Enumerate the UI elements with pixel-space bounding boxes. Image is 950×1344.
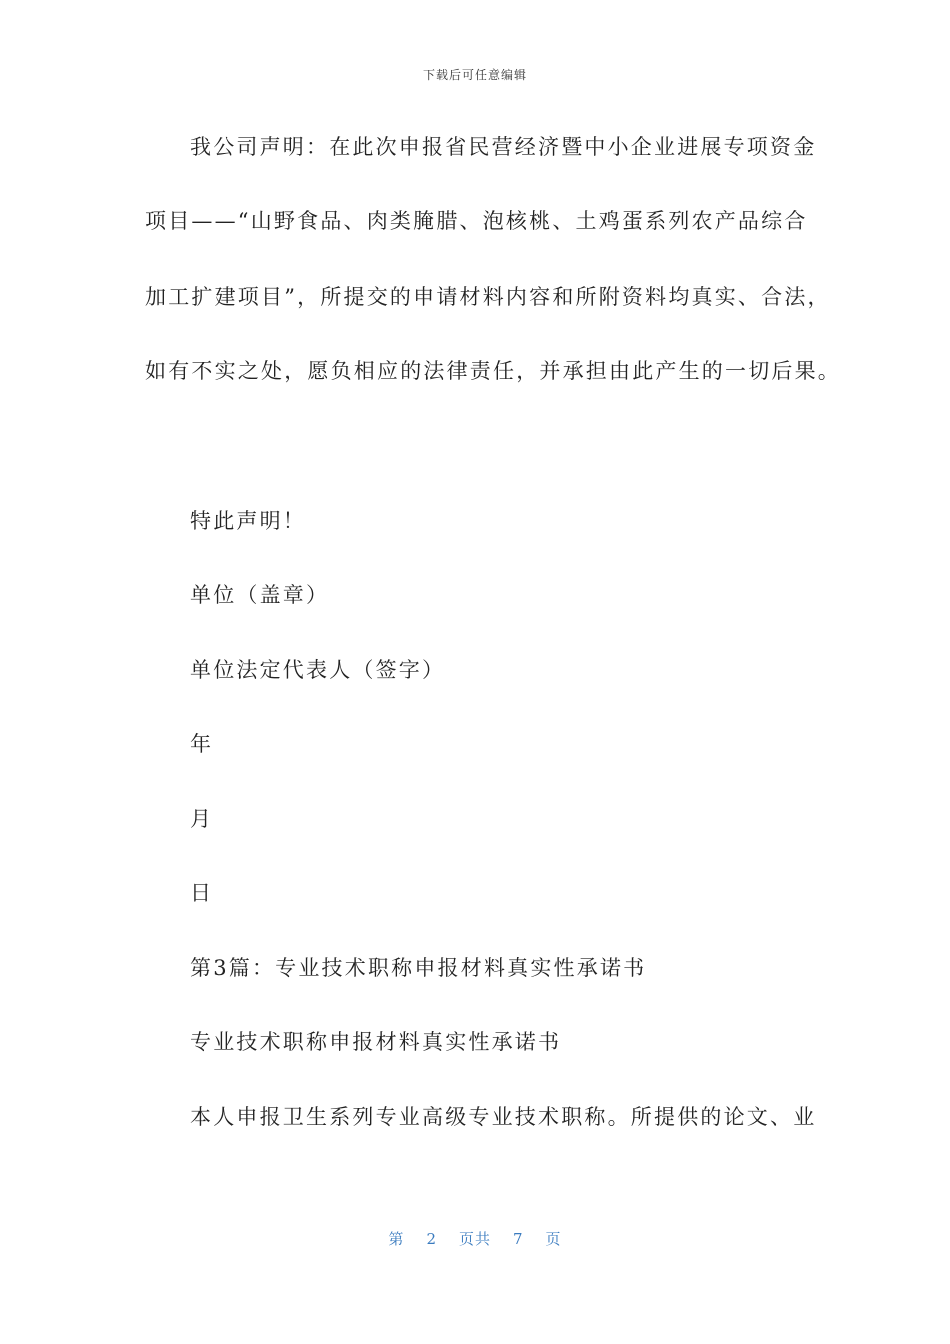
declaration-line-3: 加工扩建项目”，所提交的申请材料内容和所附资料均真实、合法，: [145, 285, 831, 309]
section-body-line-1: 本人申报卫生系列专业高级专业技术职称。所提供的论文、业: [190, 1105, 817, 1129]
unit-seal-label: 单位（盖章）: [190, 583, 330, 607]
day-label: 日: [190, 881, 214, 905]
declaration-line-2: 项目——“山野食品、肉类腌腊、泡核桃、土鸡蛋系列农产品综合: [145, 209, 808, 233]
year-label: 年: [190, 732, 214, 756]
section-heading: 第3篇：专业技术职称申报材料真实性承诺书: [190, 956, 647, 980]
legal-rep-signature-label: 单位法定代表人（签字）: [190, 658, 446, 682]
page-suffix: 页: [545, 1230, 562, 1248]
page-current-number: 2: [426, 1230, 437, 1248]
page-middle-text: 页共: [458, 1230, 491, 1248]
section-title: 专业技术职称申报材料真实性承诺书: [190, 1030, 562, 1054]
declaration-line-4: 如有不实之处，愿负相应的法律责任，并承担由此产生的一切后果。: [145, 359, 841, 383]
page-total-number: 7: [513, 1230, 524, 1248]
month-label: 月: [190, 807, 214, 831]
statement-text: 特此声明！: [190, 509, 306, 533]
page-footer: [0, 1228, 950, 1249]
declaration-line-1: 我公司声明：在此次申报省民营经济暨中小企业进展专项资金: [190, 135, 817, 159]
page-prefix: 第: [388, 1230, 405, 1248]
page-header-note: 下载后可任意编辑: [422, 68, 527, 82]
